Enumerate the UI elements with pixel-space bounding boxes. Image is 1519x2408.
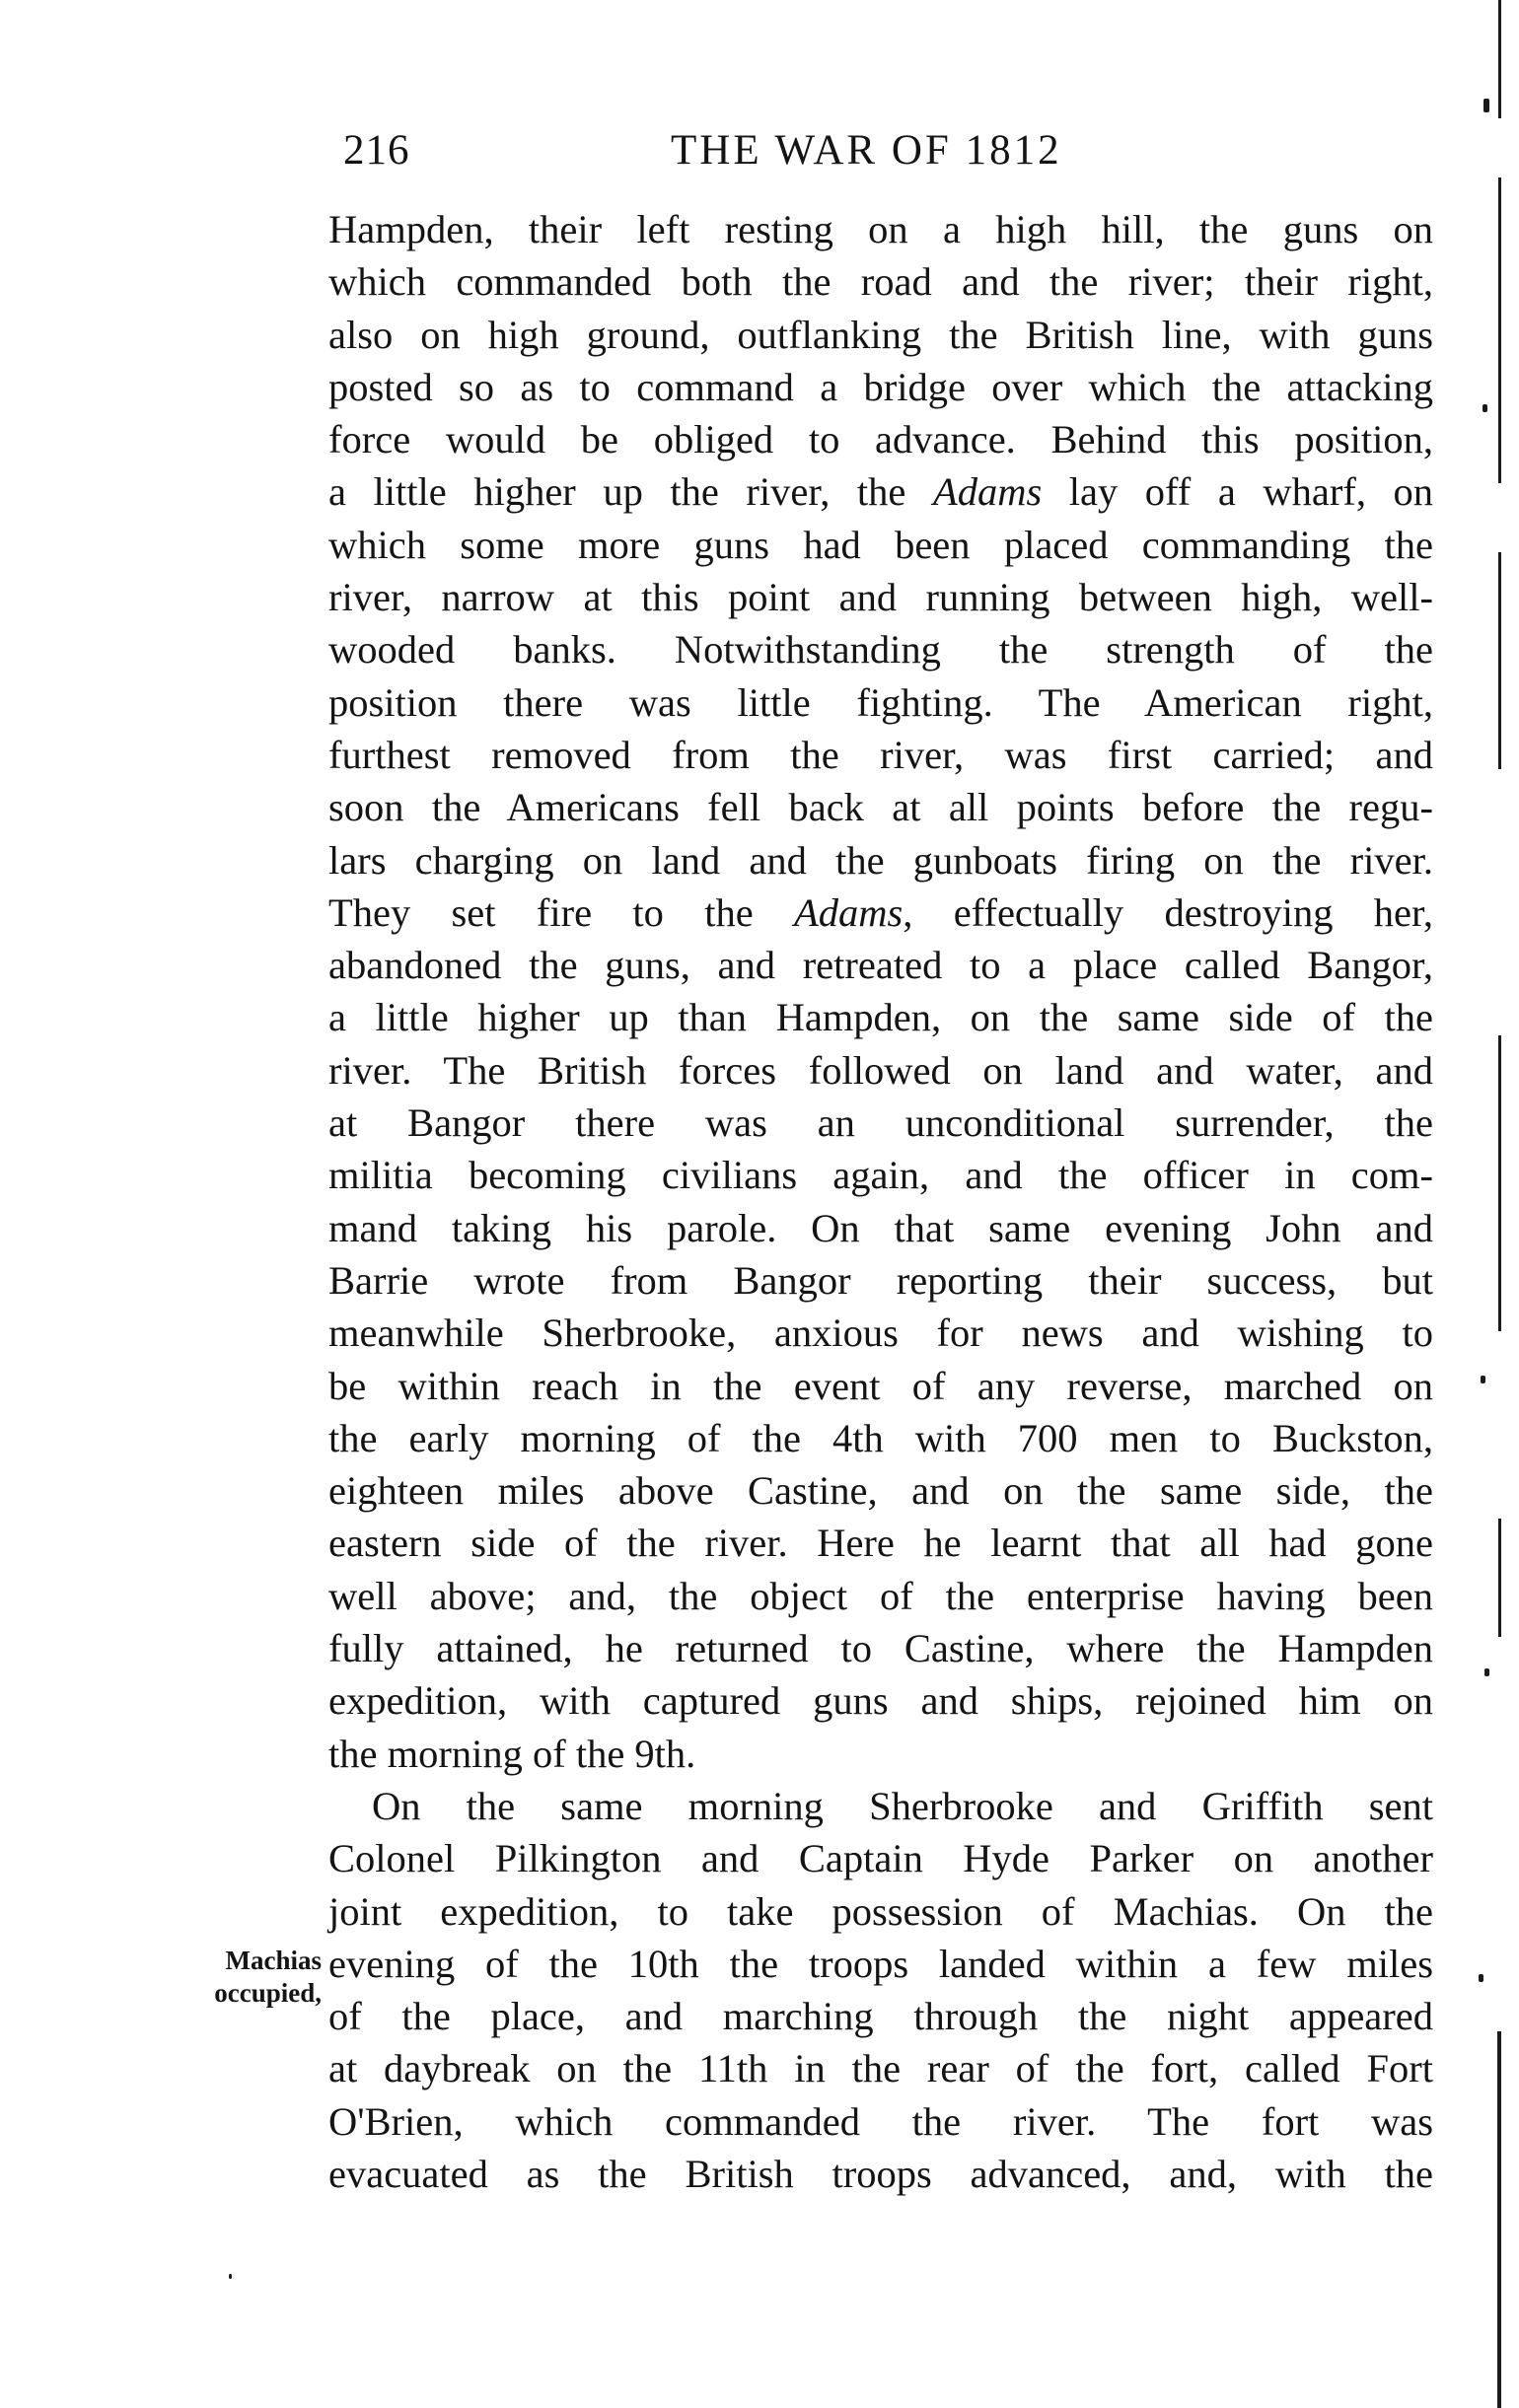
text-line: a little higher up than Hampden, on the same side of the	[328, 995, 1433, 1040]
text-line: soon the Americans fell back at all points before the regu-	[328, 785, 1433, 830]
margin-note	[154, 1945, 322, 2010]
text-line: fully attained, he returned to Castine, where the Hampden	[328, 1626, 1433, 1671]
text-line: abandoned the guns, and retreated to a place called Bangor,	[328, 943, 1433, 988]
text-line: evening of the 10th the troops landed within a few miles	[328, 1941, 1433, 1986]
text-line: furthest removed from the river, was first carried; and	[328, 732, 1433, 777]
scan-mark	[1484, 1668, 1489, 1676]
text-line: at daybreak on the 11th in the rear of the fort, called Fort	[328, 2046, 1433, 2091]
scan-mark	[229, 2274, 232, 2279]
running-title: THE WAR OF 1812	[671, 127, 1062, 174]
text-line: river, narrow at this point and running between high, well-	[328, 575, 1433, 620]
text-line: mand taking his parole. On that same evening John and	[328, 1205, 1433, 1250]
body-text	[328, 203, 1433, 2200]
page-number: 216	[343, 127, 410, 174]
text-line: river. The British forces followed on land and water, and	[328, 1047, 1433, 1093]
text-line: which some more guns had been placed commanding the	[328, 522, 1433, 567]
text-line: lars charging on land and the gunboats firing on the river.	[328, 837, 1433, 883]
text-line: be within reach in the event of any reverse, marched on	[328, 1363, 1433, 1408]
scan-edge-line	[1498, 0, 1501, 118]
scan-mark	[1483, 99, 1489, 112]
text-line: wooded banks. Notwithstanding the strength of the	[328, 627, 1433, 673]
text-line: eighteen miles above Castine, and on the same side, the	[328, 1468, 1433, 1514]
text-line: well above; and, the object of the enterprise having been	[328, 1573, 1433, 1618]
page-header	[335, 126, 1124, 185]
ship-name: Adams	[932, 469, 1043, 515]
text-line: Hampden, their left resting on a high hill, the guns on	[328, 207, 1433, 251]
text-line: the morning of the 9th.	[328, 1731, 696, 1776]
scan-mark	[1479, 1974, 1483, 1982]
scan-edge-line	[1498, 177, 1501, 483]
text-line: militia becoming civilians again, and the officer in com-	[328, 1153, 1433, 1198]
scan-edge-line	[1498, 552, 1501, 769]
text-line: of the place, and marching through the night appeared	[328, 1994, 1433, 2039]
text-line: Colonel Pilkington and Captain Hyde Parker on another	[328, 1836, 1433, 1881]
text-line: O'Brien, which commanded the river. The fort was	[328, 2098, 1433, 2144]
text-line: force would be obliged to advance. Behind this position,	[328, 417, 1433, 462]
scan-edge-line	[1498, 1035, 1501, 1331]
text-line: evacuated as the British troops advanced, and, with the	[328, 2151, 1433, 2196]
margin-note-line: occupied,	[214, 1978, 322, 2008]
text-line: at Bangor there was an unconditional surrender, the	[328, 1100, 1433, 1146]
text-line: a little higher up the river, the Adams lay off a wharf, on	[328, 469, 1433, 515]
text-line: joint expedition, to take possession of Machias. On the	[328, 1888, 1433, 1934]
text-line: which commanded both the road and the river; their right,	[328, 259, 1433, 305]
text-line: expedition, with captured guns and ships, rejoined him on	[328, 1678, 1433, 1724]
ship-name: Adams	[794, 889, 904, 935]
margin-note-line: Machias	[225, 1946, 322, 1975]
text-line: also on high ground, outflanking the British line, with guns	[328, 312, 1433, 357]
scan-mark	[1481, 1376, 1485, 1383]
text-line: position there was little fighting. The American right,	[328, 679, 1433, 725]
text-line: posted so as to command a bridge over which the attacking	[328, 364, 1433, 409]
text-line: meanwhile Sherbrooke, anxious for news and wishing to	[328, 1310, 1433, 1356]
scan-mark	[1483, 404, 1487, 412]
scan-edge-line	[1498, 1519, 1501, 1637]
text-line: On the same morning Sherbrooke and Griffith sent	[372, 1783, 1433, 1828]
text-line: the early morning of the 4th with 700 men to Buckston,	[328, 1415, 1433, 1460]
scan-edge-line	[1497, 2031, 1501, 2408]
text-line: They set fire to the Adams, effectually destroying her,	[328, 889, 1433, 935]
text-line: Barrie wrote from Bangor reporting their success, but	[328, 1257, 1433, 1303]
text-line: eastern side of the river. Here he learnt that all had gone	[328, 1521, 1433, 1566]
